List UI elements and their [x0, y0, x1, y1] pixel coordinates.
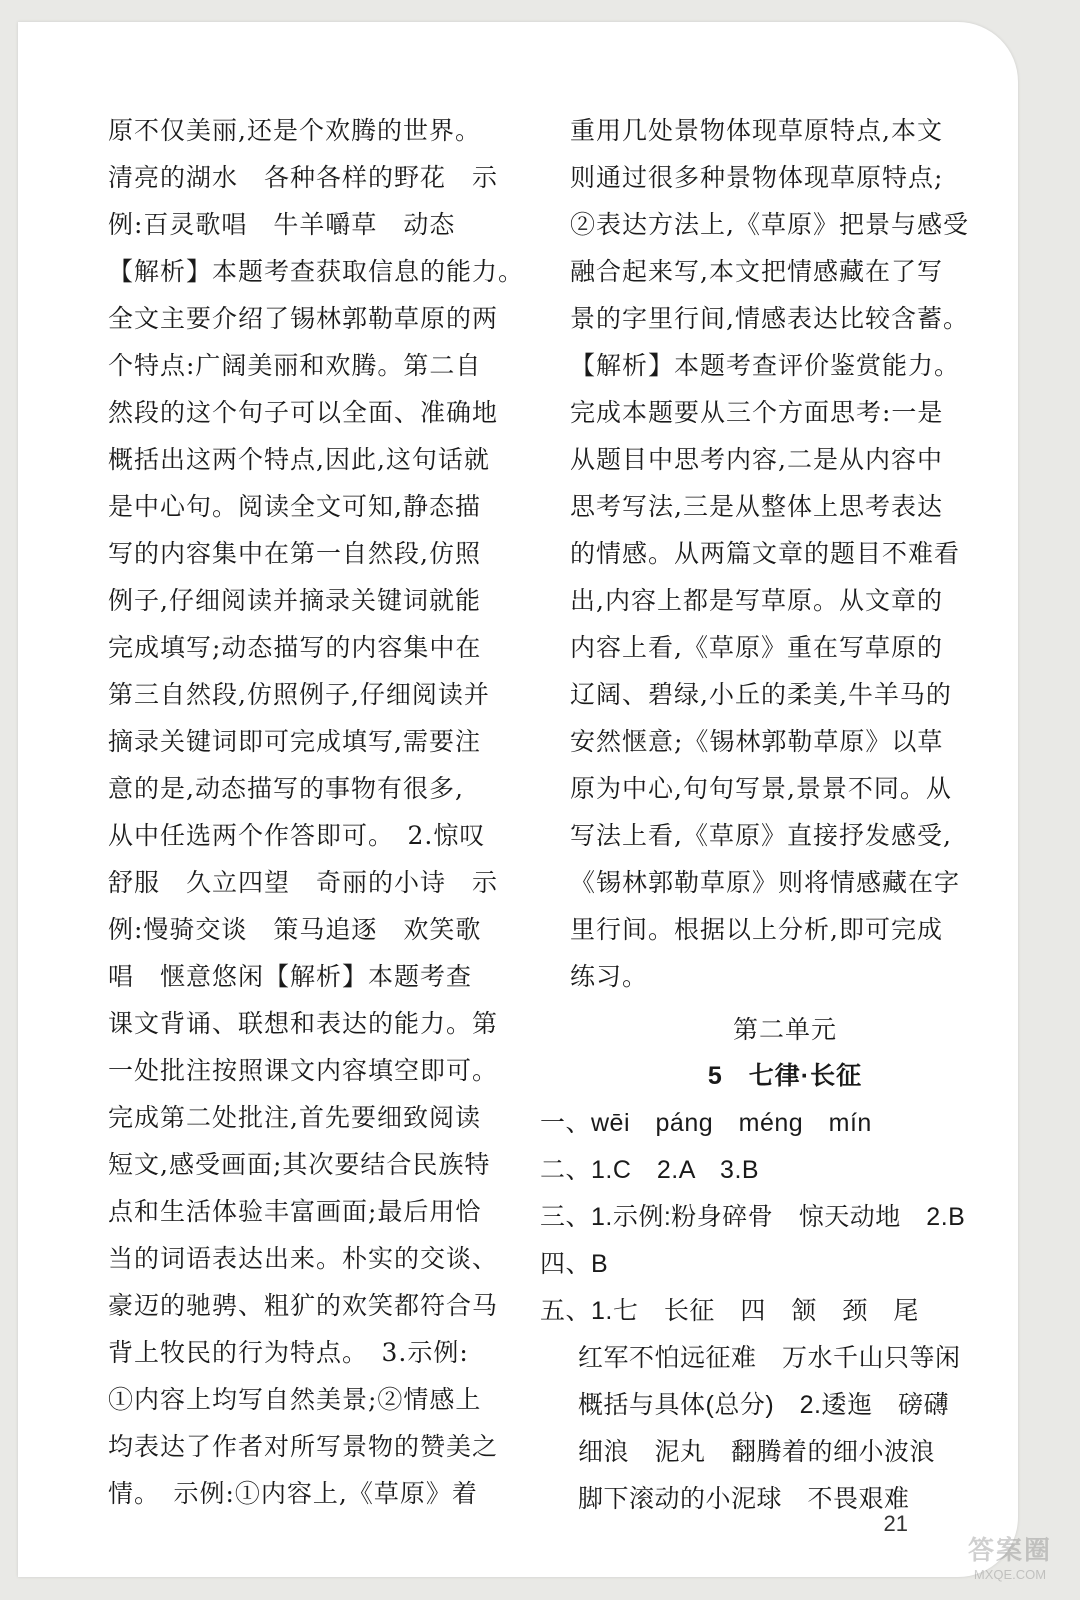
- text-line: 原为中心,句句写景,景景不同。从: [570, 774, 952, 803]
- text-line: 唱 惬意悠闲【解析】本题考查: [108, 962, 473, 991]
- text-line: 例:慢骑交谈 策马追逐 欢笑歌: [108, 915, 482, 944]
- text-line: 当的词语表达出来。朴实的交谈、: [108, 1244, 499, 1273]
- text-line: 原不仅美丽,还是个欢腾的世界。: [108, 116, 481, 145]
- text-line: 内容上看,《草原》重在写草原的: [570, 633, 943, 662]
- answer-line: 一、wēi páng méng mín: [540, 1109, 872, 1137]
- text-line: 完成填写;动态描写的内容集中在: [108, 633, 482, 662]
- answer-line: 三、1.示例:粉身碎骨 惊天动地 2.B: [540, 1203, 966, 1231]
- text-line: 例:百灵歌唱 牛羊嚼草 动态: [108, 210, 456, 239]
- text-line: 一处批注按照课文内容填空即可。: [108, 1056, 499, 1085]
- text-line: 全文主要介绍了锡林郭勒草原的两: [108, 304, 499, 333]
- text-line: 清亮的湖水 各种各样的野花 示: [108, 163, 499, 192]
- text-line: 舒服 久立四望 奇丽的小诗 示: [108, 868, 499, 897]
- left-column: [108, 107, 525, 1517]
- answer-line: 概括与具体(总分) 2.逶迤 磅礴: [578, 1391, 950, 1419]
- text-line: 则通过很多种景物体现草原特点;: [570, 163, 944, 192]
- text-line: 写法上看,《草原》直接抒发感受,: [570, 821, 952, 850]
- text-line: 景的字里行间,情感表达比较含蓄。: [570, 304, 969, 333]
- answer-line: 脚下滚动的小泥球 不畏艰难: [578, 1485, 910, 1513]
- text-line: 均表达了作者对所写景物的赞美之: [108, 1432, 499, 1461]
- text-line: 然段的这个句子可以全面、准确地: [108, 398, 499, 427]
- text-line: 辽阔、碧绿,小丘的柔美,牛羊马的: [570, 680, 952, 709]
- text-line: 课文背诵、联想和表达的能力。第: [108, 1009, 499, 1038]
- watermark-logo: [960, 1530, 1060, 1590]
- answer-line: 红军不怕远征难 万水千山只等闲: [578, 1344, 961, 1372]
- text-line: 思考写法,三是从整体上思考表达: [570, 492, 943, 521]
- unit-heading: 第二单元: [732, 1015, 837, 1044]
- text-line: 从中任选两个作答即可。 2.惊叹: [108, 821, 486, 850]
- text-line: 例子,仔细阅读并摘录关键词就能: [108, 586, 481, 615]
- text-line: 情。 示例:①内容上,《草原》着: [108, 1479, 478, 1508]
- text-line: ②表达方法上,《草原》把景与感受: [570, 210, 969, 239]
- text-line: 完成本题要从三个方面思考:一是: [570, 398, 944, 427]
- text-line: 重用几处景物体现草原特点,本文: [570, 116, 943, 145]
- text-line: 摘录关键词即可完成填写,需要注: [108, 727, 481, 756]
- answer-line: 四、B: [540, 1250, 609, 1278]
- text-line: ①内容上均写自然美景;②情感上: [108, 1385, 482, 1414]
- right-column: [540, 107, 1000, 1523]
- text-line: 第三自然段,仿照例子,仔细阅读并: [108, 680, 490, 709]
- text-line: 豪迈的驰骋、粗犷的欢笑都符合马: [108, 1291, 499, 1320]
- text-line: 【解析】本题考查评价鉴赏能力。: [570, 351, 961, 380]
- text-line: 融合起来写,本文把情感藏在了写: [570, 257, 943, 286]
- text-line: 里行间。根据以上分析,即可完成: [570, 915, 943, 944]
- answer-page: [18, 22, 1018, 1577]
- text-line: 安然惬意;《锡林郭勒草原》以草: [570, 727, 944, 756]
- text-line: 出,内容上都是写草原。从文章的: [570, 586, 943, 615]
- page-number: 21: [883, 1511, 908, 1536]
- text-line: 【解析】本题考查获取信息的能力。: [108, 257, 525, 286]
- text-line: 点和生活体验丰富画面;最后用恰: [108, 1197, 482, 1226]
- text-line: 的情感。从两篇文章的题目不难看: [570, 539, 961, 568]
- answer-line: 二、1.C 2.A 3.B: [540, 1156, 760, 1184]
- text-line: 是中心句。阅读全文可知,静态描: [108, 492, 481, 521]
- text-line: 练习。: [570, 962, 649, 991]
- answer-line: 细浪 泥丸 翻腾着的细小波浪: [578, 1438, 936, 1466]
- watermark-text: 答案圈: [967, 1535, 1052, 1565]
- text-line: 意的是,动态描写的事物有很多,: [108, 774, 464, 803]
- text-line: 《锡林郭勒草原》则将情感藏在字: [570, 868, 961, 897]
- text-line: 完成第二处批注,首先要细致阅读: [108, 1103, 481, 1132]
- text-line: 短文,感受画面;其次要结合民族特: [108, 1150, 491, 1179]
- text-line: 背上牧民的行为特点。 3.示例:: [108, 1338, 469, 1367]
- watermark-url: MXQE.COM: [973, 1567, 1047, 1582]
- answer-line: 五、1.七 长征 四 颔 颈 尾: [540, 1297, 919, 1325]
- text-line: 写的内容集中在第一自然段,仿照: [108, 539, 481, 568]
- lesson-title: 5 七律·长征: [707, 1062, 863, 1090]
- text-line: 个特点:广阔美丽和欢腾。第二自: [108, 351, 482, 380]
- text-line: 概括出这两个特点,因此,这句话就: [108, 445, 490, 474]
- text-line: 从题目中思考内容,二是从内容中: [570, 445, 943, 474]
